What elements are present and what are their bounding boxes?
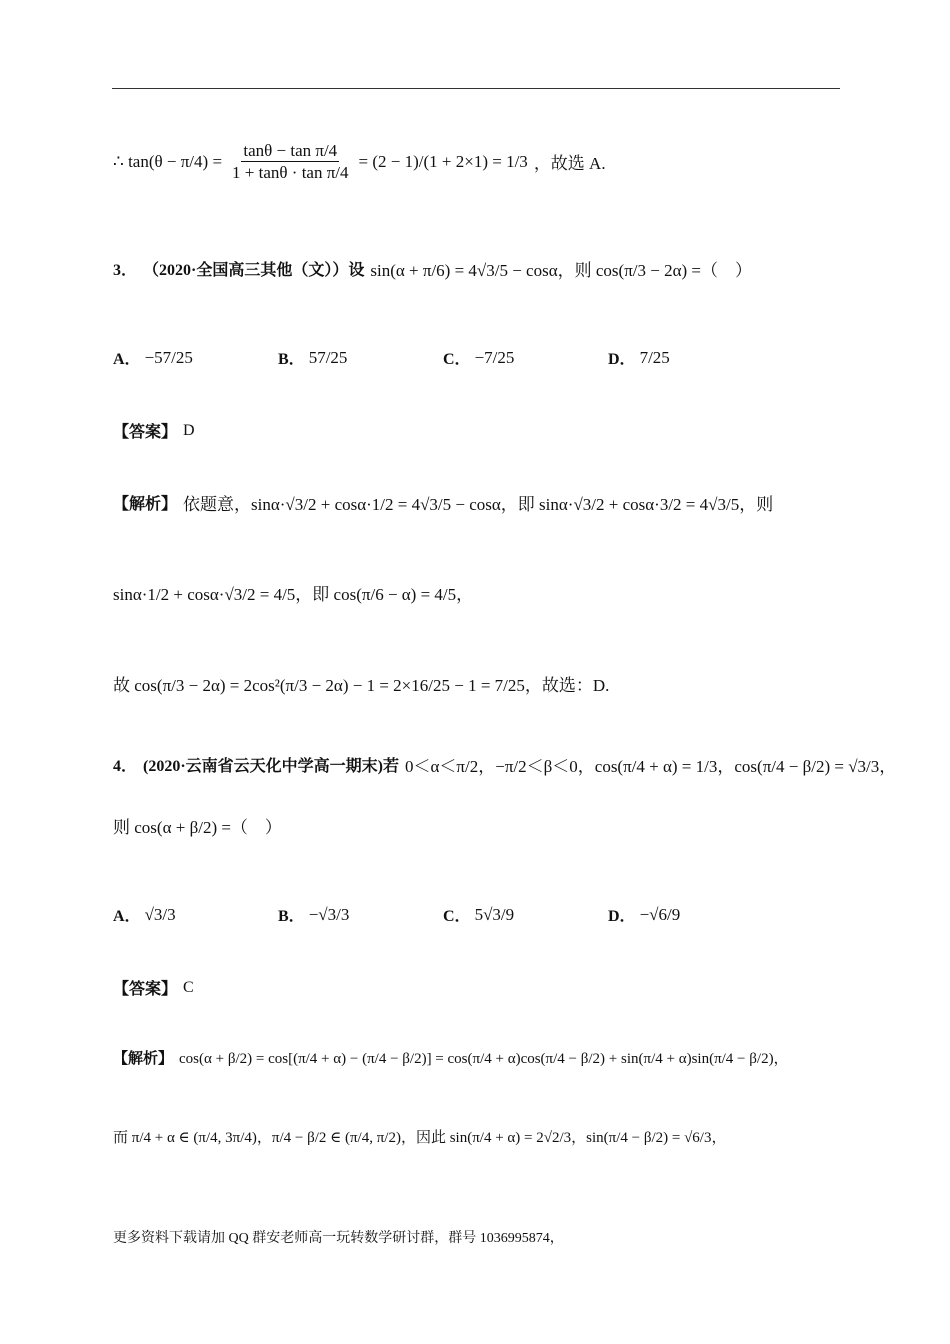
q3-option-a-letter: A． (113, 351, 141, 368)
q4-source: (2020·云南省云天化中学高一期末)若 (143, 758, 400, 775)
tan-fraction (230, 140, 351, 184)
q4-option-d-value: −√6/9 (639, 904, 681, 924)
q3-formula: sin(α + π/6) = 4√3/5 − cosα，则 cos(π/3 − 2α) =（ ） (370, 261, 752, 280)
q3-analysis-label: 【解析】 (113, 496, 178, 513)
q4-option-b (278, 903, 349, 926)
tan-tail: ，故选 A. (533, 154, 606, 174)
q4-answer-value: C (183, 978, 194, 996)
header-rule (112, 88, 840, 89)
question-3 (113, 256, 752, 281)
q3-option-d-letter: D． (608, 351, 636, 368)
q3-option-b (278, 346, 347, 369)
q3-option-d (608, 346, 670, 369)
q4-option-c-value: 5√3/9 (474, 904, 515, 924)
tan-denominator: 1 + tanθ · tan π/4 (232, 163, 349, 183)
q3-option-b-value: 57/25 (308, 347, 348, 367)
q3-option-c-value: −7/25 (474, 347, 515, 367)
q3-number: 3． (113, 262, 138, 279)
tan-numerator: tanθ − tan π/4 (241, 140, 339, 162)
q3-answer-value: D (183, 421, 195, 439)
q4-answer (113, 976, 194, 999)
q3-analysis-3: 故 cos(π/3 − 2α) = 2cos²(π/3 − 2α) − 1 = 2×16/25 − 1 = 7/25，故选：D. (113, 676, 610, 695)
q4-option-a-value: √3/3 (144, 904, 176, 924)
footer-note: 更多资料下载请加 QQ 群安老师高一玩转数学研讨群，群号 1036995874， (113, 1231, 564, 1246)
q4-analysis-2: 而 π/4 + α ∈ (π/4, 3π/4)，π/4 − β/2 ∈ (π/4, π/2)，因此 sin(π/4 + α) = 2√2/3，sin(π/4 − β/2) = √6/3， (113, 1130, 727, 1146)
tan-mid: = (2 − 1)/(1 + 2×1) = 1/3 (358, 151, 528, 171)
q4-formula-line-2: 则 cos(α + β/2) =（ ） (113, 818, 282, 837)
q3-source: （2020·全国高三其他（文））设 (143, 262, 365, 279)
q3-option-d-value: 7/25 (639, 347, 670, 367)
q3-option-c-letter: C． (443, 351, 471, 368)
tan-derivation (113, 140, 606, 184)
q4-analysis-1 (113, 1047, 789, 1068)
q4-option-d-letter: D． (608, 908, 636, 925)
question-4 (113, 752, 896, 777)
q3-option-b-letter: B． (278, 351, 305, 368)
q4-number: 4． (113, 758, 138, 775)
q4-option-c (443, 903, 514, 926)
q4-option-a (113, 903, 176, 926)
q3-answer (113, 419, 195, 442)
q3-option-a (113, 346, 193, 369)
q3-analysis-1-text: 依题意，sinα·√3/2 + cosα·1/2 = 4√3/5 − cosα，即 sinα·√3/2 + cosα·3/2 = 4√3/5，则 (183, 495, 774, 514)
q3-option-a-value: −57/25 (144, 347, 193, 367)
q4-option-c-letter: C． (443, 908, 471, 925)
q4-option-a-letter: A． (113, 908, 141, 925)
tan-lhs: ∴ tan(θ − π/4) = (113, 151, 223, 171)
q4-analysis-label: 【解析】 (113, 1051, 174, 1067)
q4-formula: 0＜α＜π/2，−π/2＜β＜0，cos(π/4 + α) = 1/3，cos(π/4 − β/2) = √3/3， (405, 757, 897, 776)
q3-answer-label: 【答案】 (113, 424, 178, 441)
q4-option-d (608, 903, 680, 926)
q4-option-b-letter: B． (278, 908, 305, 925)
q4-analysis-1-text: cos(α + β/2) = cos[(π/4 + α) − (π/4 − β/2)] = cos(π/4 + α)cos(π/4 − β/2) + sin(π/4 + α)sin(π/4 − β/2)， (179, 1051, 789, 1067)
q3-option-c (443, 346, 514, 369)
q4-answer-label: 【答案】 (113, 981, 178, 998)
q3-analysis-1 (113, 490, 773, 515)
q3-analysis-2: sinα·1/2 + cosα·√3/2 = 4/5，即 cos(π/6 − α) = 4/5， (113, 585, 474, 604)
q4-option-b-value: −√3/3 (308, 904, 350, 924)
